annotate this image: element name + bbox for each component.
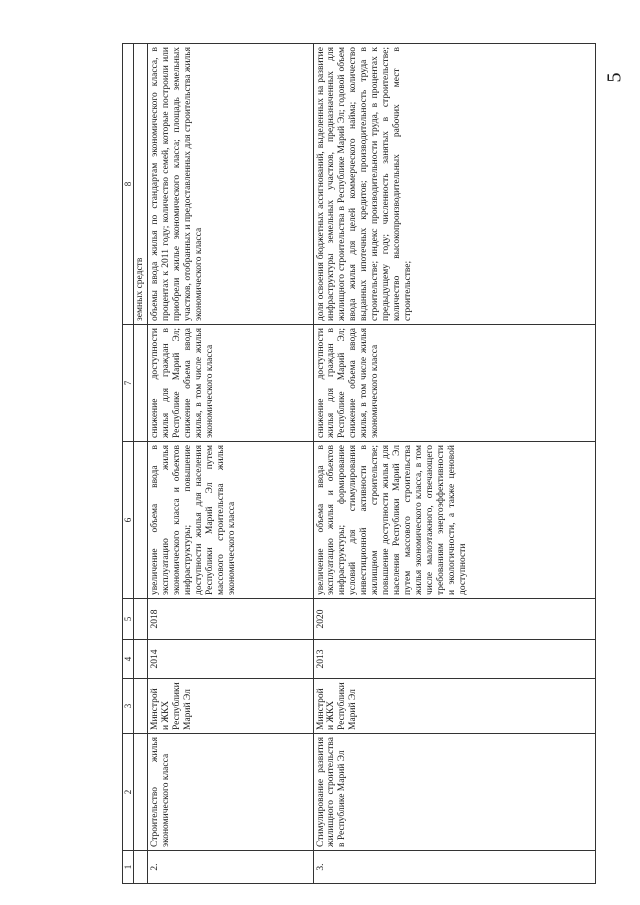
executor: Минстрой и ЖКХ Республики Марий Эл xyxy=(148,679,313,734)
executor: Минстрой и ЖКХ Республики Марий Эл xyxy=(313,679,595,734)
expected-results: увеличение объема ввода в эксплуатацию жилья и объектов инфраструктуры; формирование условий для стимулирования инвестиционной активности в жилищном строительстве; повышение доступности жилья для населения Республики Марий Эл путем массового строительства жилья экономического класса, в том числе малоэтажного, отвечающего требованиям энергоэффективности и экологичности, а также ценовой доступности xyxy=(313,442,595,599)
end-year: 2020 xyxy=(313,599,595,640)
table-row xyxy=(148,44,313,884)
header-col-6: 6 xyxy=(123,442,134,599)
header-col-1: 1 xyxy=(123,851,134,884)
start-year: 2013 xyxy=(313,640,595,679)
row-number: 3. xyxy=(313,851,595,884)
rotated-table-container xyxy=(122,47,596,884)
row-number: 2. xyxy=(148,851,313,884)
non-implementation-consequences: снижение доступности жилья для граждан в Республике Марий Эл; снижение объема ввода жилья, в том числе жилья экономического класса xyxy=(313,325,595,442)
continuation-row xyxy=(134,44,148,884)
expected-results: увеличение объема ввода в эксплуатацию жилья экономического класса и объектов инфраструктуры; повышение доступности жилья для населения Республики Марий Эл путем массового строительства жилья экономического класса xyxy=(148,442,313,599)
header-row xyxy=(123,44,134,884)
non-implementation-consequences: снижение доступности жилья для граждан в Республике Марий Эл; снижение объема ввода жилья, в том числе жилья экономического класса xyxy=(148,325,313,442)
header-col-2: 2 xyxy=(123,734,134,851)
header-col-8: 8 xyxy=(123,44,134,325)
program-table xyxy=(122,43,596,884)
end-year: 2018 xyxy=(148,599,313,640)
header-col-7: 7 xyxy=(123,325,134,442)
start-year: 2014 xyxy=(148,640,313,679)
linked-indicators: объемы ввода жилья по стандартам экономического класса, в процентах к 2011 году; количество семей, которые построили или приобрели жилье экономического класса; площадь земельных участков, отобранных и предоставленных для строительства жилья экономического класса xyxy=(148,44,313,325)
header-col-5: 5 xyxy=(123,599,134,640)
measure-name: Стимулирование развития жилищного строительства в Республике Марий Эл xyxy=(313,734,595,851)
page-number: 5 xyxy=(603,72,626,83)
table-row xyxy=(313,44,595,884)
header-col-3: 3 xyxy=(123,679,134,734)
linked-indicators: доля освоения бюджетных ассигнований, выделенных на развитие инфраструктуры земельных участков, предназначенных для жилищного строительства в Республике Марий Эл; годовой объем ввода жилья для целей коммерческого найма; количество выданных ипотечных кредитов; производительность труда в строительстве; индекс производительности труда, в процентах к предыдущему году; численность занятых в строительстве; количество высокопроизводительных рабочих мест в строительстве; xyxy=(313,44,595,325)
continuation-text: земных средств xyxy=(134,44,148,325)
header-col-4: 4 xyxy=(123,640,134,679)
measure-name: Строительство жилья экономического класса xyxy=(148,734,313,851)
